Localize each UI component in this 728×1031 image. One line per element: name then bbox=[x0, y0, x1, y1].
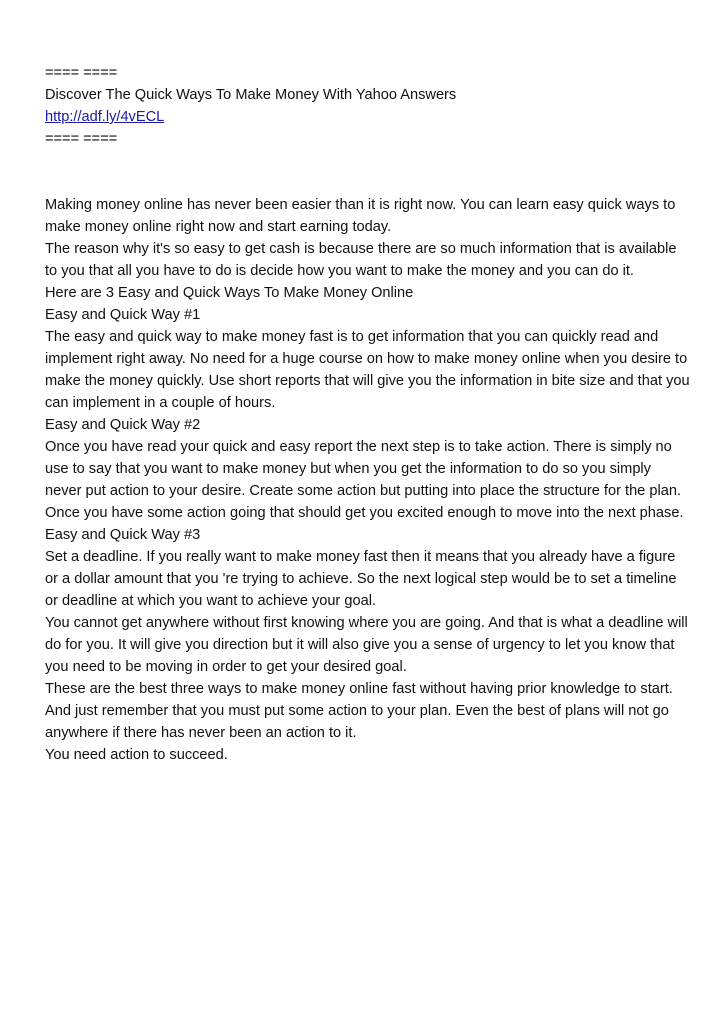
separator-bottom: ==== ==== bbox=[45, 131, 118, 147]
heading-way-2: Easy and Quick Way #2 bbox=[45, 417, 201, 433]
paragraph-closing: You need action to succeed. bbox=[45, 747, 228, 763]
document-title: Discover The Quick Ways To Make Money With Yahoo Answers bbox=[45, 87, 457, 103]
separator-top: ==== ==== bbox=[45, 65, 118, 81]
document-page bbox=[45, 62, 690, 766]
paragraph-way-3: Set a deadline. If you really want to make money fast then it means that you already have a figure or a dollar amount that you 're trying to achieve. So the next logical step would be to set a timeline or deadline at which you want to achieve your goal. bbox=[45, 549, 677, 609]
paragraph-summary: These are the best three ways to make money online fast without having prior knowledge to start. And just remember that you must put some action to your plan. Even the best of plans will not go anywhere if there has never been an action to it. bbox=[45, 681, 673, 741]
paragraph-direction: You cannot get anywhere without first knowing where you are going. And that is what a deadline will do for you. It will give you direction but it will also give you a sense of urgency to let you know that you need to be moving in order to get your desired goal. bbox=[45, 615, 688, 675]
paragraph-way-2: Once you have read your quick and easy report the next step is to take action. There is simply no use to say that you want to make money but when you get the information to do so you simply never put action to your desire. Create some action but putting into place the structure for the plan. Once you have some action going that should get you excited enough to move into the next phase. bbox=[45, 439, 684, 521]
paragraph-intro: Making money online has never been easier than it is right now. You can learn easy quick ways to make money online right now and start earning today. bbox=[45, 197, 676, 235]
heading-way-1: Easy and Quick Way #1 bbox=[45, 307, 201, 323]
paragraph-way-1: The easy and quick way to make money fast is to get information that you can quickly read and implement right away. No need for a huge course on how to make money online when you desire to make the money quickly. Use short reports that will give you the information in bite size and that you can implement in a couple of hours. bbox=[45, 329, 690, 411]
paragraph-reason: The reason why it's so easy to get cash is because there are so much information that is available to you that all you have to do is decide how you want to make the money and you can do it. bbox=[45, 241, 677, 279]
paragraph-list-intro: Here are 3 Easy and Quick Ways To Make Money Online bbox=[45, 285, 414, 301]
heading-way-3: Easy and Quick Way #3 bbox=[45, 527, 201, 543]
source-link[interactable]: http://adf.ly/4vECL bbox=[45, 109, 165, 125]
